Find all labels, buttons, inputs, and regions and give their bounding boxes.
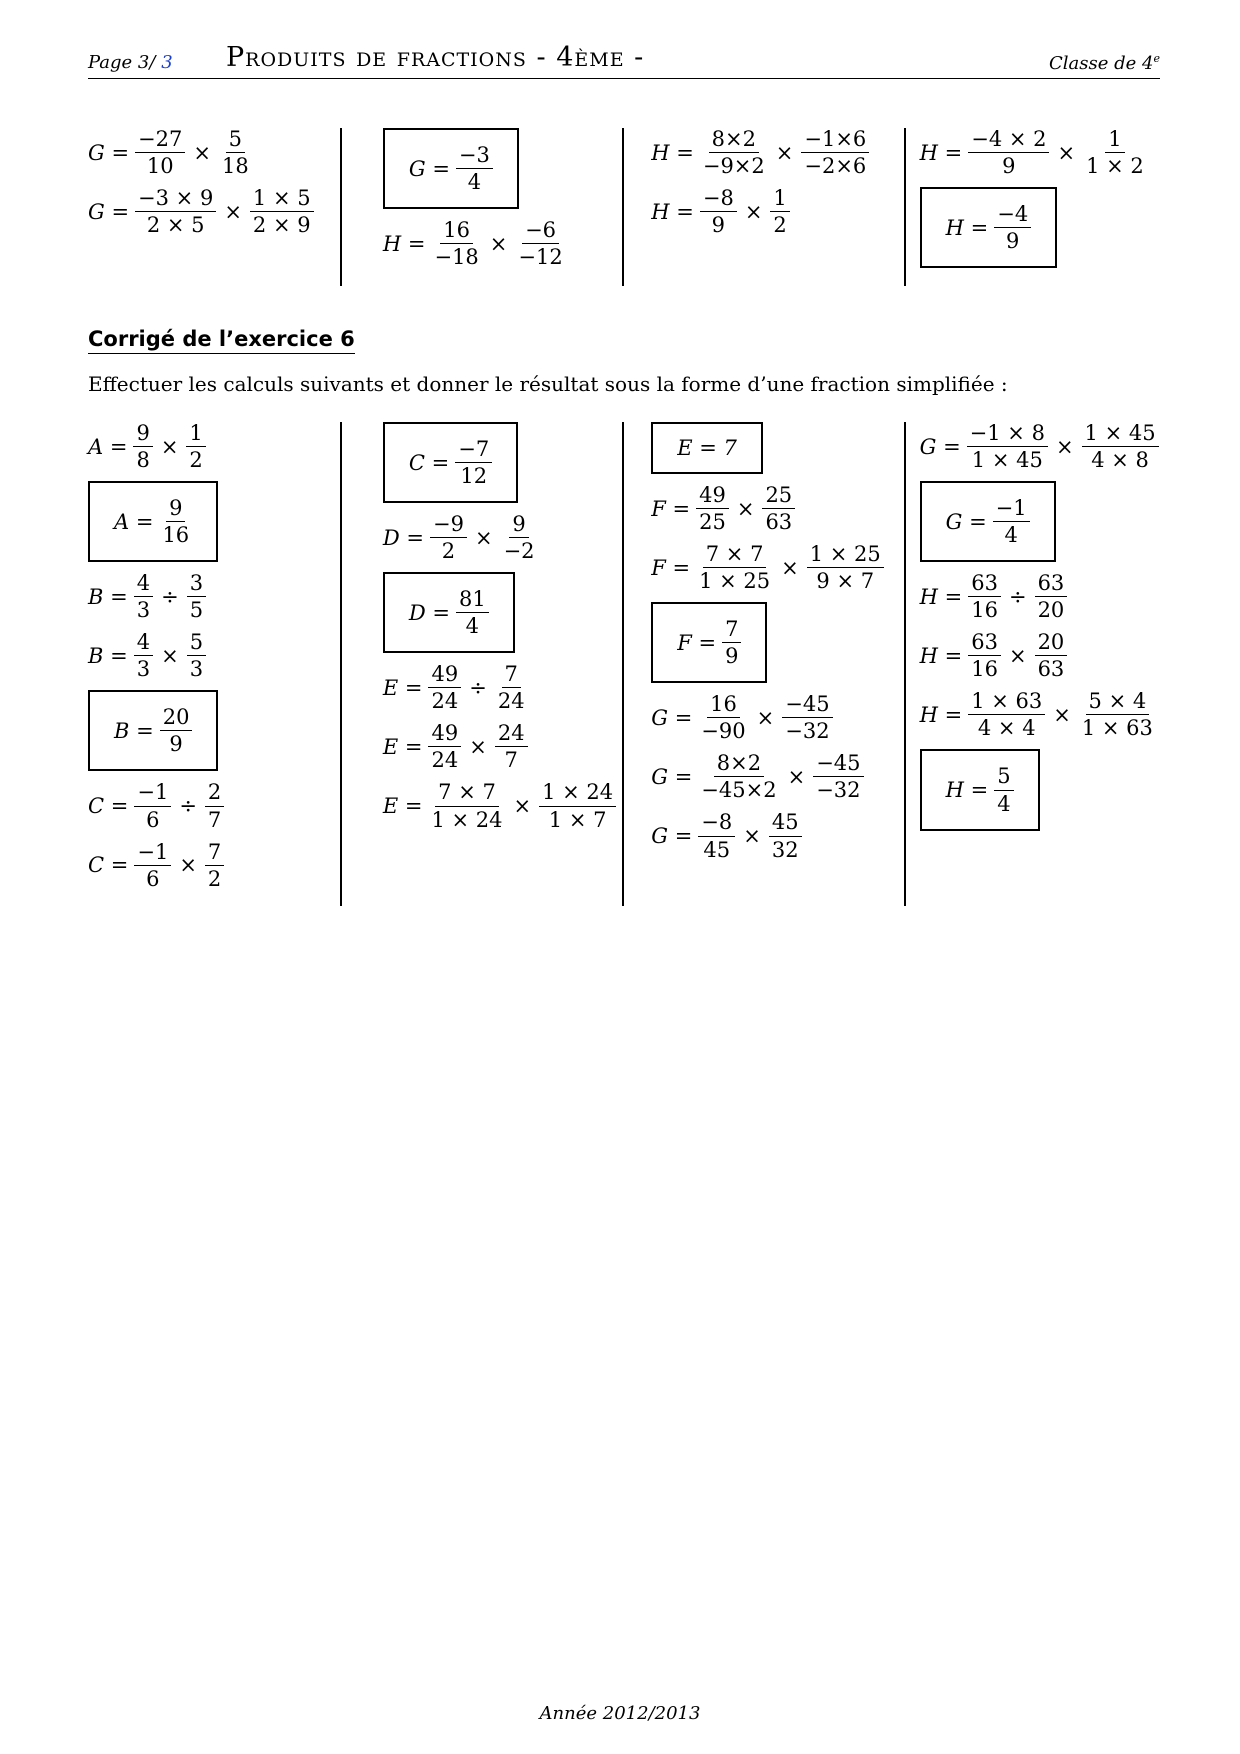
- equation: G = $\frac{-27}{10}$ × $\frac{5}{18}$: [88, 127, 249, 179]
- top-col-4: [892, 128, 1160, 286]
- result-box: G = $\frac{-3}{4}$: [383, 128, 519, 209]
- equation: E = $\frac{49}{24}$ × $\frac{24}{7}$: [383, 722, 623, 771]
- result-box: G = $\frac{-1}{4}$: [920, 481, 1056, 562]
- top-col-1: [88, 128, 355, 286]
- equation: A = $\frac{9}{8}$ × $\frac{1}{2}$: [88, 422, 355, 471]
- equation: H = $\frac{63}{16}$ × $\frac{20}{63}$: [920, 631, 1160, 680]
- result-box: C = $\frac{-7}{12}$: [383, 422, 518, 503]
- equation: H = $\frac{8\times 2}{-9\times 2}$ × $\frac{-1\times 6}{-2\times 6}$: [651, 128, 891, 177]
- equation: B = $\frac{4}{3}$ ÷ $\frac{3}{5}$: [88, 572, 355, 621]
- equation: G = $\frac{-8}{45}$ × $\frac{45}{32}$: [651, 811, 891, 860]
- top-col-2: [355, 128, 623, 286]
- page-title: Produits de fractions - 4ème -: [226, 42, 645, 73]
- equation: E = $\frac{49}{24}$ ÷ $\frac{7}{24}$: [382, 662, 525, 714]
- equation: H = $\frac{-4 \times 2}{9}$ × $\frac{1}{1 \times 2}$: [919, 127, 1144, 179]
- equation: G = $\frac{-1 \times 8}{1 \times 45}$ × $\frac{1 \times 45}{4 \times 8}$: [920, 422, 1160, 471]
- equation: G = $\frac{16}{-90}$ × $\frac{-45}{-32}$: [651, 693, 891, 742]
- page-number: Page 3/ 3: [88, 52, 173, 73]
- equation: G = $\frac{-3 \times 9}{2 \times 5}$ × $\frac{1 \times 5}{2 \times 9}$: [88, 187, 355, 236]
- equation: H = $\frac{-8}{9}$ × $\frac{1}{2}$: [651, 187, 891, 236]
- page-header: [88, 38, 1160, 79]
- exercise-col-3: [623, 422, 891, 906]
- equation: F = $\frac{49}{25}$ × $\frac{25}{63}$: [651, 484, 891, 533]
- result-box: B = $\frac{20}{9}$: [88, 690, 218, 771]
- equation: E = $\frac{7 \times 7}{1 \times 24}$ × $\frac{1 \times 24}{1 \times 7}$: [383, 781, 623, 830]
- result-box: H = $\frac{5}{4}$: [920, 749, 1040, 830]
- class-label: Classe de 4e: [1049, 52, 1160, 74]
- top-col-3: [623, 128, 891, 286]
- page-footer: Année 2012/2013: [539, 1703, 701, 1724]
- exercise-col-1: [88, 422, 355, 906]
- equation: G = $\frac{8\times 2}{-45\times 2}$ × $\frac{-45}{-32}$: [651, 752, 891, 801]
- exercise-instructions: Effectuer les calculs suivants et donner le résultat sous la forme d’une fraction simplifiée :: [88, 372, 1008, 396]
- equation: H = $\frac{1 \times 63}{4 \times 4}$ × $\frac{5 \times 4}{1 \times 63}$: [919, 689, 1153, 741]
- equation: C = $\frac{-1}{6}$ × $\frac{7}{2}$: [88, 841, 355, 890]
- result-box: H = $\frac{-4}{9}$: [920, 187, 1058, 268]
- result-box: F = $\frac{7}{9}$: [651, 602, 767, 683]
- top-section: [88, 128, 1160, 286]
- exercise-title: Corrigé de l’exercice 6: [88, 327, 355, 354]
- result-box: D = $\frac{81}{4}$: [383, 572, 515, 653]
- result-box: A = $\frac{9}{16}$: [88, 481, 218, 562]
- result-box: E = 7: [651, 422, 763, 474]
- exercise-section: [88, 422, 1160, 906]
- equation: F = $\frac{7 \times 7}{1 \times 25}$ × $\frac{1 \times 25}{9 \times 7}$: [651, 543, 891, 592]
- equation: H = $\frac{16}{-18}$ × $\frac{-6}{-12}$: [382, 218, 563, 270]
- equation: C = $\frac{-1}{6}$ ÷ $\frac{2}{7}$: [88, 781, 355, 830]
- equation: B = $\frac{4}{3}$ × $\frac{5}{3}$: [88, 631, 355, 680]
- exercise-col-2: [355, 422, 623, 906]
- equation: D = $\frac{-9}{2}$ × $\frac{9}{-2}$: [382, 512, 535, 564]
- exercise-col-4: [892, 422, 1160, 906]
- page-total-link[interactable]: 3: [161, 52, 173, 73]
- equation: H = $\frac{63}{16}$ ÷ $\frac{63}{20}$: [920, 572, 1160, 621]
